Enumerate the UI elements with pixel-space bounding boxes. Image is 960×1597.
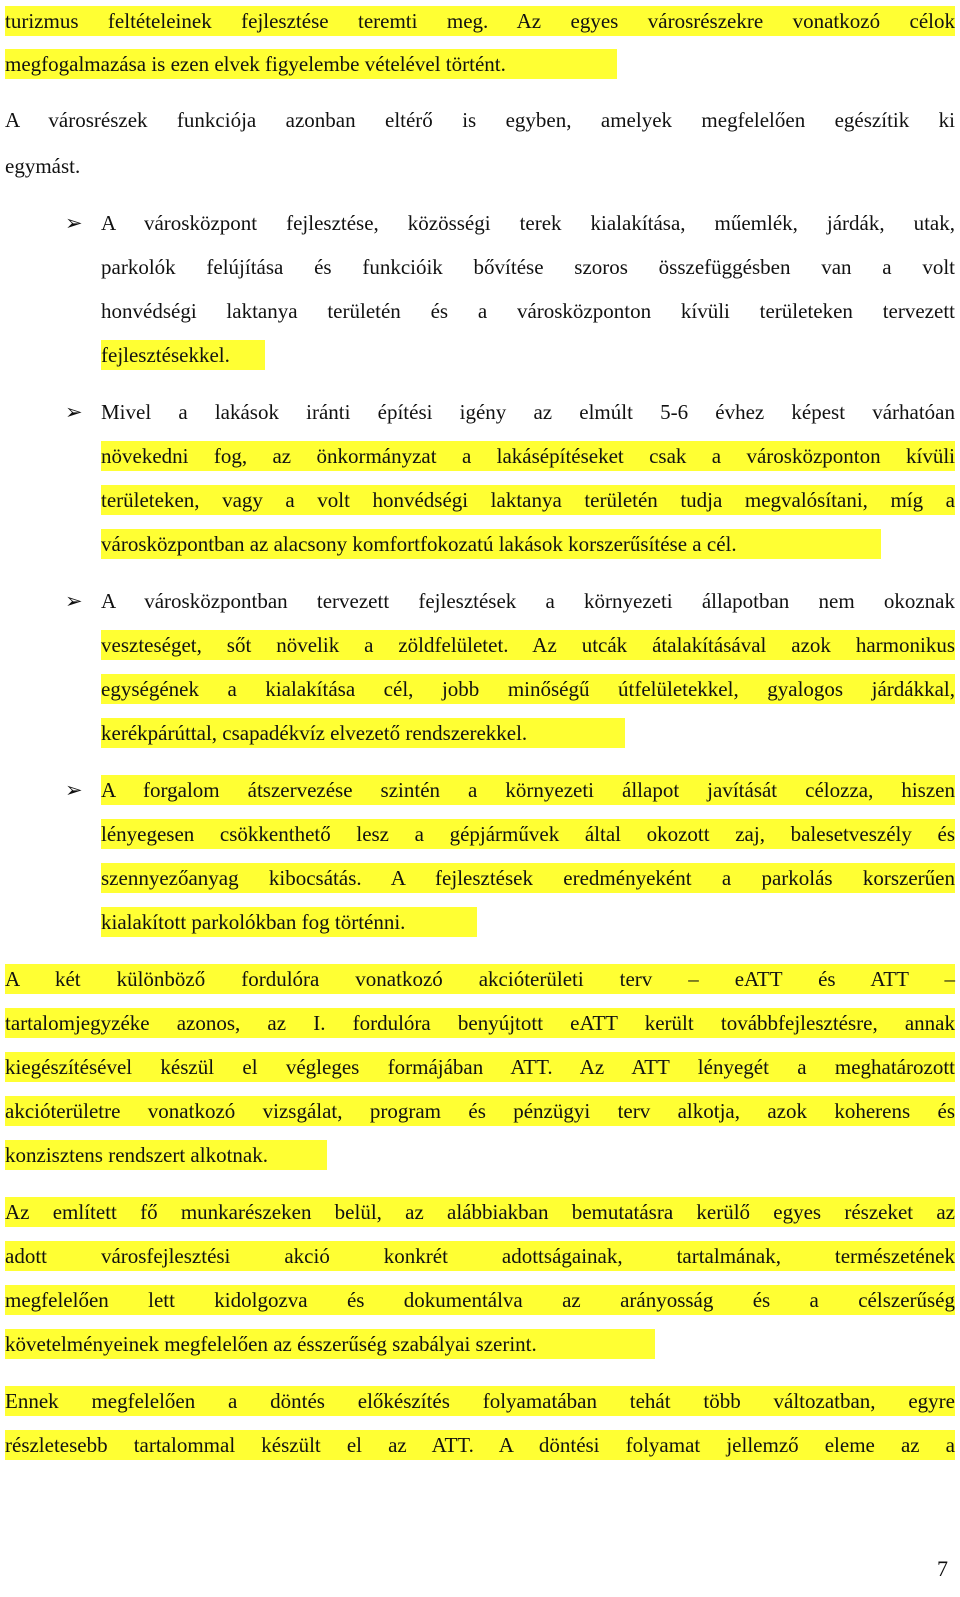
city-parts-line-1: A városrészek funkciója azonban eltérő is egyben, amelyek megfelelően egészítik ki (5, 108, 955, 132)
att-line-3: kiegészítésével készül el végleges formájában ATT. Az ATT lényegét a meghatározott (5, 1055, 955, 1079)
intro-line-1: turizmus feltételeinek fejlesztése teremti meg. Az egyes városrészekre vonatkozó célok (5, 9, 955, 33)
att-line-1: A két különböző fordulóra vonatkozó akcióterületi terv – eATT és ATT – (5, 967, 955, 991)
page-number: 7 (937, 1556, 948, 1581)
work-parts-line-1: Az említett fő munkarészeken belül, az alábbiakban bemutatásra kerülő egyes részeket az (5, 1200, 955, 1224)
att-line-2: tartalomjegyzéke azonos, az I. fordulóra benyújtott eATT került továbbfejlesztésre, annak (5, 1011, 955, 1035)
arrow-bullet-icon: ➢ (65, 211, 83, 235)
att-line-4: akcióterületre vonatkozó vizsgálat, program és pénzügyi terv alkotja, azok koherens és (5, 1099, 955, 1123)
bullet-1-line-3: honvédségi laktanya területén és a városközponton kívüli területeken tervezett (101, 299, 955, 323)
arrow-bullet-icon: ➢ (65, 589, 83, 613)
bullet-3-line-2: veszteséget, sőt növelik a zöldfelületet. Az utcák átalakításával azok harmonikus (101, 633, 955, 657)
work-parts-line-3: megfelelően lett kidolgozva és dokumentálva az arányosság és a célszerűség (5, 1288, 955, 1312)
bullet-3-line-4: kerékpárúttal, csapadékvíz elvezető rendszerekkel. (101, 721, 528, 745)
bullet-2-line-1: Mivel a lakások iránti építési igény az elmúlt 5-6 évhez képest várhatóan (101, 400, 955, 424)
decision-line-1: Ennek megfelelően a döntés előkészítés folyamatában tehát több változatban, egyre (5, 1389, 955, 1413)
bullet-3-line-3: egységének a kialakítása cél, jobb minőségű útfelületekkel, gyalogos járdákkal, (101, 677, 955, 701)
att-line-5: konzisztens rendszert alkotnak. (5, 1143, 268, 1167)
work-parts-line-2: adott városfejlesztési akció konkrét adottságainak, tartalmának, természetének (5, 1244, 955, 1268)
decision-line-2: részletesebb tartalommal készült el az ATT. A döntési folyamat jellemző eleme az a (5, 1433, 955, 1457)
bullet-4-line-2: lényegesen csökkenthető lesz a gépjárművek által okozott zaj, balesetveszély és (101, 822, 955, 846)
work-parts-line-4: követelményeinek megfelelően az ésszerűség szabályai szerint. (5, 1332, 537, 1356)
bullet-1-line-1: A városközpont fejlesztése, közösségi terek kialakítása, műemlék, járdák, utak, (101, 211, 955, 235)
arrow-bullet-icon: ➢ (65, 778, 83, 802)
bullet-2-line-4: városközpontban az alacsony komfortfokozatú lakások korszerűsítése a cél. (101, 532, 737, 556)
bullet-4-line-1: A forgalom átszervezése szintén a környezeti állapot javítását célozza, hiszen (101, 778, 955, 802)
arrow-bullet-icon: ➢ (65, 400, 83, 424)
bullet-3-line-1: A városközpontban tervezett fejlesztések a környezeti állapotban nem okoznak (101, 589, 955, 613)
bullet-2-line-3: területeken, vagy a volt honvédségi laktanya területén tudja megvalósítani, míg a (101, 488, 955, 512)
city-parts-line-2: egymást. (5, 154, 81, 178)
bullet-4-line-3: szennyezőanyag kibocsátás. A fejlesztések eredményeként a parkolás korszerűen (101, 866, 955, 890)
bullet-1-line-2: parkolók felújítása és funkcióik bővítése szoros összefüggésben van a volt (101, 255, 955, 279)
bullet-4-line-4: kialakított parkolókban fog történni. (101, 910, 406, 934)
intro-line-2: megfogalmazása is ezen elvek figyelembe vételével történt. (5, 52, 506, 76)
bullet-2-line-2: növekedni fog, az önkormányzat a lakásépítéseket csak a városközponton kívüli (101, 444, 955, 468)
bullet-1-line-4: fejlesztésekkel. (101, 343, 230, 367)
